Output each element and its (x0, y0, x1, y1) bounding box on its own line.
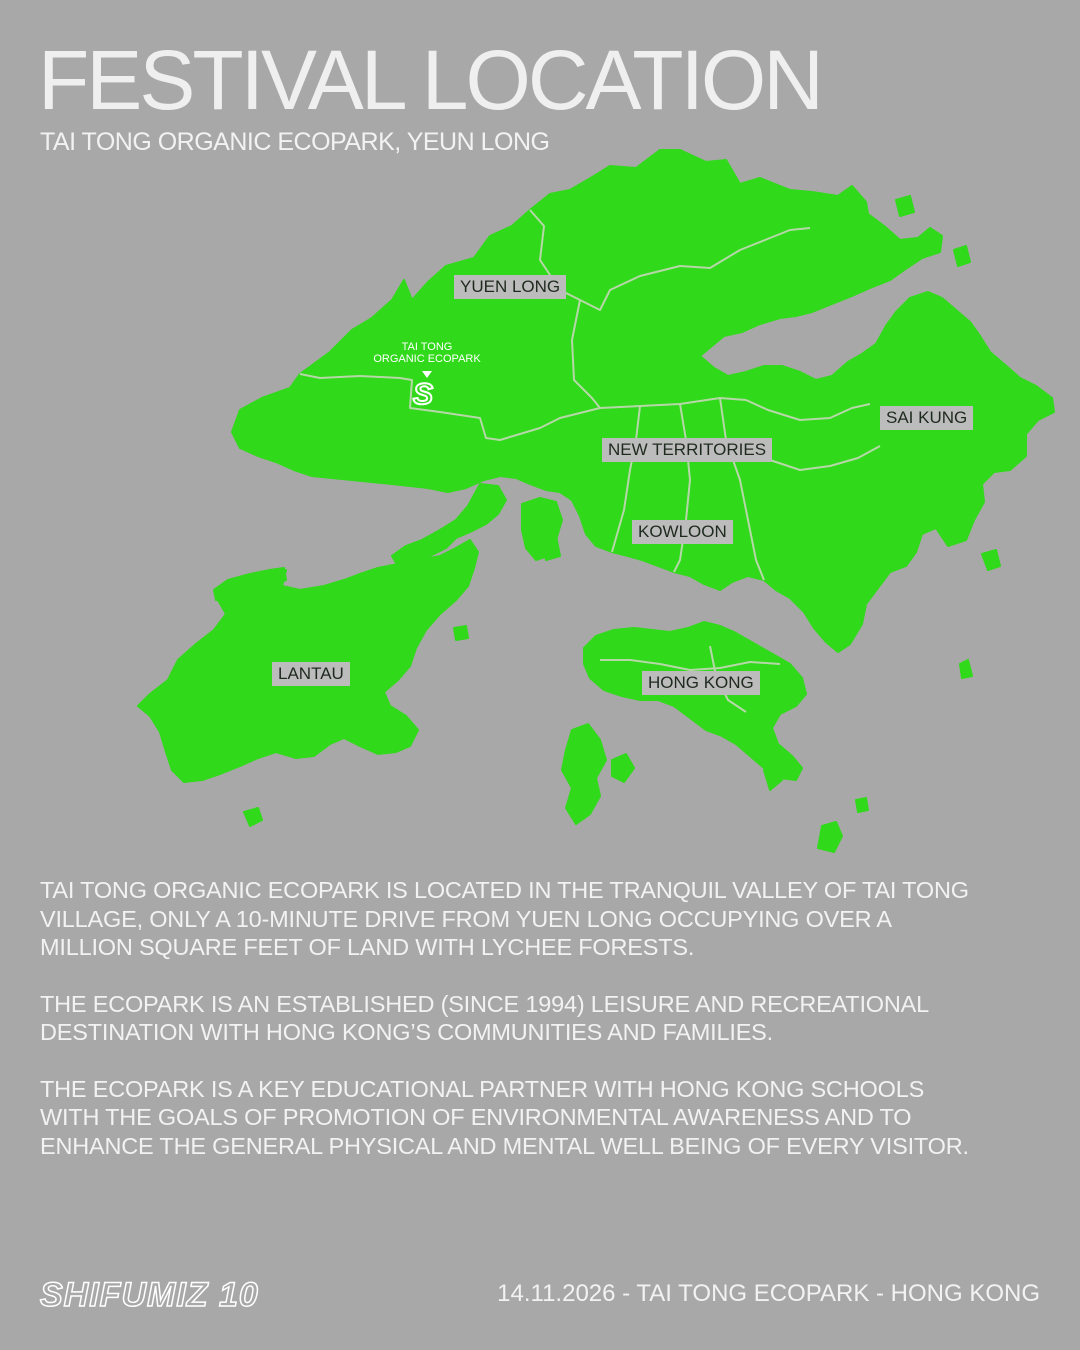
ecopark-logo-icon[interactable]: S (413, 378, 434, 411)
hong-kong-map (0, 140, 1080, 870)
land-islet-5 (454, 626, 468, 640)
map-svg (0, 140, 1080, 870)
down-triangle-icon (422, 371, 432, 378)
land-islet-9 (896, 196, 914, 216)
land-islet-8 (960, 660, 972, 678)
ecopark-pin-label (366, 341, 488, 365)
description-paragraph: TAI TONG ORGANIC ECOPARK IS LOCATED IN THE TRANQUIL VALLEY OF TAI TONG VILLAGE, ONLY A 10-MINUTE DRIVE FROM YUEN LONG OCCUPYING OVER A MILLION SQUARE FEET OF LAND WITH LYCHEE FORESTS. (40, 877, 969, 960)
description-paragraph: THE ECOPARK IS AN ESTABLISHED (SINCE 1994) LEISURE AND RECREATIONAL DESTINATION WITH HONG KONG’S COMMUNITIES AND FAMILIES. (40, 990, 929, 1045)
land-islet-4 (244, 808, 262, 826)
region-label-sai-kung: SAI KUNG (880, 406, 973, 430)
land-islet-6 (856, 798, 868, 812)
region-label-lantau: LANTAU (272, 662, 350, 686)
ecopark-pin-label-line2: ORGANIC ECOPARK (373, 353, 481, 365)
region-label-hong-kong: HONG KONG (642, 671, 760, 695)
brand-logo: SHIFUMIZ 10 (40, 1276, 259, 1314)
region-label-yuen-long: YUEN LONG (454, 275, 566, 299)
land-lantau (138, 540, 478, 782)
region-label-kowloon: KOWLOON (632, 520, 733, 544)
event-info: 14.11.2026 - TAI TONG ECOPARK - HONG KONG (497, 1280, 1040, 1307)
ecopark-pin-label-line1: TAI TONG (401, 341, 453, 353)
region-label-new-territories: NEW TERRITORIES (602, 438, 772, 462)
land-lamma (562, 724, 606, 824)
land-islet-2 (818, 822, 842, 852)
land-islet-1 (612, 754, 634, 782)
description-paragraph: THE ECOPARK IS A KEY EDUCATIONAL PARTNER WITH HONG KONG SCHOOLS WITH THE GOALS OF PROMOTION OF ENVIRONMENTAL AWARENESS AND TO ENHANCE THE GENERAL PHYSICAL AND MENTAL WELL BEING OF EVERY VISITOR. (40, 1075, 969, 1159)
page-title: FESTIVAL LOCATION (38, 33, 821, 127)
land-islet-10 (954, 246, 970, 266)
land-islet-7 (982, 550, 1000, 570)
land-hong-kong-island (584, 622, 806, 780)
description (40, 876, 980, 1188)
land-islet-11 (542, 536, 560, 560)
page-subtitle: TAI TONG ORGANIC ECOPARK, YEUN LONG (40, 128, 550, 156)
